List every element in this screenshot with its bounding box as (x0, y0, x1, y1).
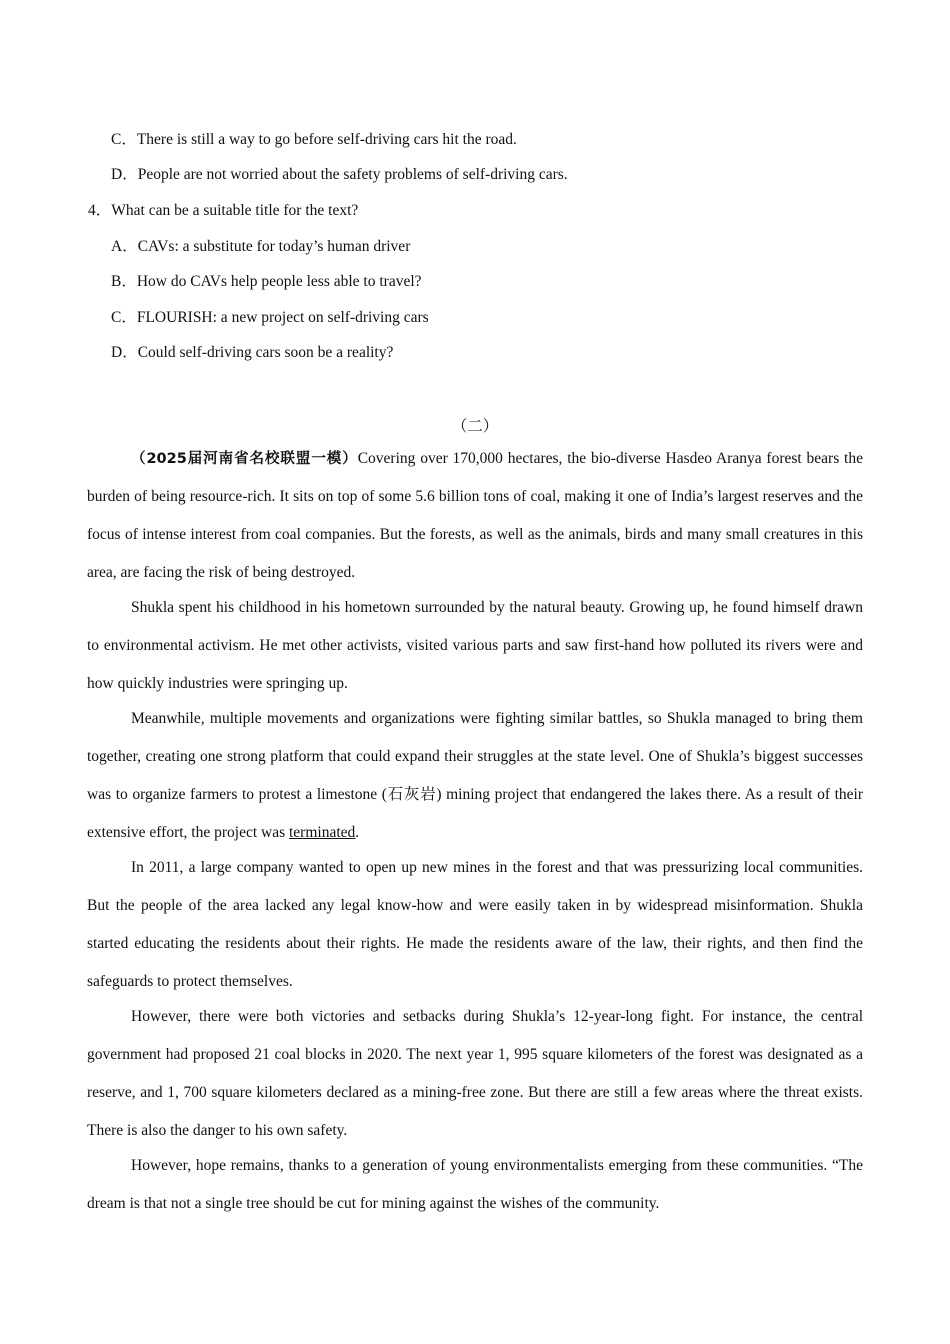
q4-option-c: C．FLOURISH: a new project on self-driving cars (111, 309, 429, 326)
section-title: （二） (451, 418, 499, 435)
underlined-word: terminated (289, 824, 356, 841)
paragraph-3-text: Meanwhile, multiple movements and organizations were fighting similar battles, so Shukla managed to bring them together, creating one strong platform that could expand their struggles at the state level. One of Shukla’s biggest successes was to organize farmers to protest a limestone (石灰岩) mining project that endangered the lakes there. As a result of their extensive effort, the project was (87, 710, 863, 841)
q3-option-d: D．People are not worried about the safety problems of self-driving cars. (111, 166, 568, 183)
q4-option-b: B．How do CAVs help people less able to travel? (111, 273, 422, 290)
paragraph-3-end: . (355, 824, 360, 841)
paragraph-3 (87, 700, 863, 852)
source-label: （2025届河南省名校联盟一模） (131, 451, 358, 467)
q4-option-a: A．CAVs: a substitute for today’s human driver (111, 238, 411, 255)
q4-stem: 4．What can be a suitable title for the text? (88, 202, 359, 219)
q3-option-c: C．There is still a way to go before self-driving cars hit the road. (111, 131, 517, 148)
paragraph-4: In 2011, a large company wanted to open up new mines in the forest and that was pressurizing local communities. But the people of the area lacked any legal know-how and were easily taken in by widespread misinformation. Shukla started educating the residents about their rights. He made the residents aware of the law, their rights, and then find the safeguards to protect themselves. (87, 859, 863, 990)
paragraph-2: Shukla spent his childhood in his hometown surrounded by the natural beauty. Growing up, he found himself drawn to environmental activism. He met other activists, visited various parts and saw first-hand how polluted its rivers were and how quickly industries were springing up. (87, 599, 863, 692)
paragraph-1 (87, 440, 863, 592)
paragraph-6: However, hope remains, thanks to a generation of young environmentalists emerging from these communities. “The dream is that not a single tree should be cut for mining against the wishes of the community. (87, 1157, 863, 1212)
paragraph-1-text: Covering over 170,000 hectares, the bio-diverse Hasdeo Aranya forest bears the burden of being resource-rich. It sits on top of some 5.6 billion tons of coal, making it one of India’s largest reserves and the focus of intense interest from coal companies. But the forests, as well as the animals, birds and many small creatures in this area, are facing the risk of being destroyed. (87, 450, 863, 581)
q4-option-d: D．Could self-driving cars soon be a reality? (111, 344, 394, 361)
reading-passage (87, 440, 863, 1223)
paragraph-5: However, there were both victories and setbacks during Shukla’s 12-year-long fight. For instance, the central government had proposed 21 coal blocks in 2020. The next year 1, 995 square kilometers of the forest was designated as a reserve, and 1, 700 square kilometers declared as a mining-free zone. But there are still a few areas where the threat exists. There is also the danger to his own safety. (87, 1008, 863, 1139)
